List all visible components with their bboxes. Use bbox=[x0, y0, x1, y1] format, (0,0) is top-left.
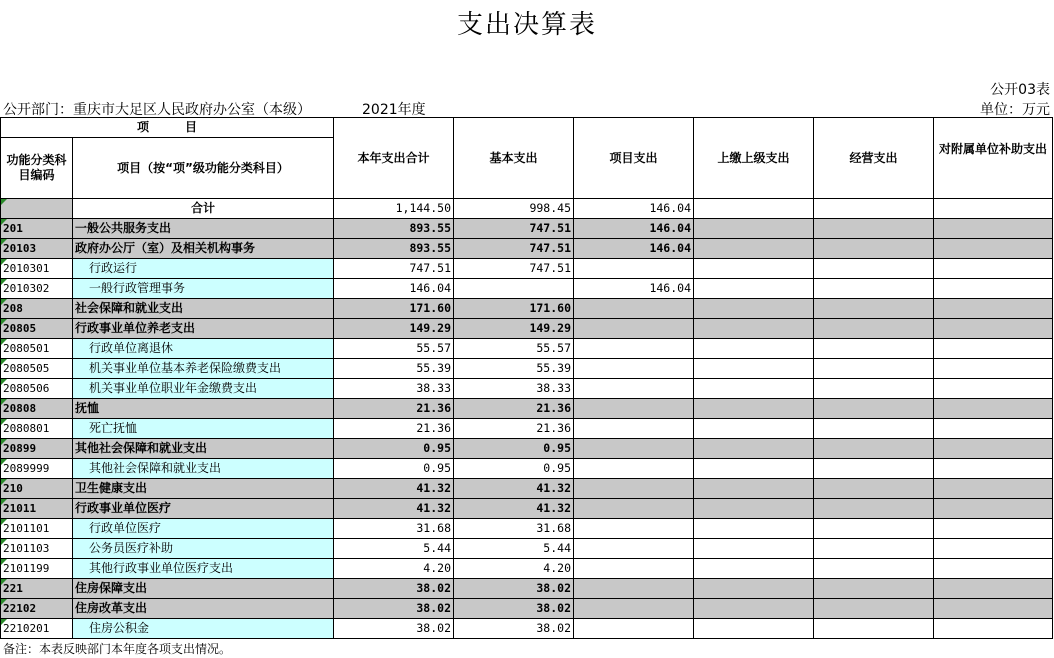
row-total: 0.95 bbox=[334, 459, 454, 479]
row-code: 20103 bbox=[1, 239, 73, 259]
row-project: 146.04 bbox=[574, 279, 694, 299]
row-business bbox=[814, 519, 934, 539]
row-name: 行政单位医疗 bbox=[73, 519, 334, 539]
row-total: 41.32 bbox=[334, 479, 454, 499]
row-project bbox=[574, 419, 694, 439]
row-code: 20808 bbox=[1, 399, 73, 419]
row-project bbox=[574, 619, 694, 639]
row-business bbox=[814, 259, 934, 279]
row-code: 2101199 bbox=[1, 559, 73, 579]
row-business bbox=[814, 359, 934, 379]
row-basic: 747.51 bbox=[454, 239, 574, 259]
row-total: 38.02 bbox=[334, 599, 454, 619]
total-basic: 998.45 bbox=[454, 199, 574, 219]
table-row bbox=[1, 559, 1053, 579]
header-name: 项目（按“项”级功能分类科目） bbox=[73, 138, 334, 199]
total-row bbox=[1, 199, 1053, 219]
row-basic: 41.32 bbox=[454, 479, 574, 499]
row-code: 22102 bbox=[1, 599, 73, 619]
row-upper bbox=[694, 239, 814, 259]
row-basic: 747.51 bbox=[454, 219, 574, 239]
row-upper bbox=[694, 339, 814, 359]
row-code: 20899 bbox=[1, 439, 73, 459]
row-basic: 21.36 bbox=[454, 399, 574, 419]
row-code: 201 bbox=[1, 219, 73, 239]
row-project bbox=[574, 319, 694, 339]
row-total: 31.68 bbox=[334, 519, 454, 539]
report-title: 支出决算表 bbox=[456, 10, 597, 40]
row-total: 55.57 bbox=[334, 339, 454, 359]
row-code: 210 bbox=[1, 479, 73, 499]
row-upper bbox=[694, 439, 814, 459]
row-subsidy bbox=[934, 399, 1053, 419]
row-code: 2010302 bbox=[1, 279, 73, 299]
row-project: 146.04 bbox=[574, 239, 694, 259]
row-upper bbox=[694, 619, 814, 639]
row-business bbox=[814, 279, 934, 299]
table-row bbox=[1, 459, 1053, 479]
row-basic: 38.02 bbox=[454, 579, 574, 599]
row-total: 38.02 bbox=[334, 579, 454, 599]
row-project bbox=[574, 439, 694, 459]
row-name: 社会保障和就业支出 bbox=[73, 299, 334, 319]
row-business bbox=[814, 419, 934, 439]
row-upper bbox=[694, 259, 814, 279]
row-business bbox=[814, 579, 934, 599]
row-total: 21.36 bbox=[334, 399, 454, 419]
row-upper bbox=[694, 519, 814, 539]
row-code: 20805 bbox=[1, 319, 73, 339]
row-upper bbox=[694, 499, 814, 519]
row-basic: 55.39 bbox=[454, 359, 574, 379]
table-row bbox=[1, 539, 1053, 559]
row-basic: 31.68 bbox=[454, 519, 574, 539]
row-name: 行政单位离退休 bbox=[73, 339, 334, 359]
fiscal-year: 2021年度 bbox=[362, 102, 426, 118]
row-upper bbox=[694, 599, 814, 619]
row-total: 38.02 bbox=[334, 619, 454, 639]
row-project bbox=[574, 499, 694, 519]
row-business bbox=[814, 299, 934, 319]
row-business bbox=[814, 219, 934, 239]
row-upper bbox=[694, 319, 814, 339]
row-business bbox=[814, 479, 934, 499]
row-business bbox=[814, 499, 934, 519]
department-label: 公开部门：重庆市大足区人民政府办公室（本级） bbox=[3, 102, 311, 118]
total-amount: 1,144.50 bbox=[334, 199, 454, 219]
table-row bbox=[1, 339, 1053, 359]
table-row bbox=[1, 379, 1053, 399]
table-row bbox=[1, 419, 1053, 439]
row-business bbox=[814, 459, 934, 479]
table-row bbox=[1, 399, 1053, 419]
total-label: 合计 bbox=[73, 199, 334, 219]
unit-label: 单位：万元 bbox=[980, 102, 1050, 118]
row-name: 公务员医疗补助 bbox=[73, 539, 334, 559]
row-basic: 38.02 bbox=[454, 599, 574, 619]
row-total: 146.04 bbox=[334, 279, 454, 299]
row-basic: 171.60 bbox=[454, 299, 574, 319]
row-project bbox=[574, 539, 694, 559]
row-project bbox=[574, 259, 694, 279]
row-project bbox=[574, 359, 694, 379]
table-row bbox=[1, 599, 1053, 619]
row-project bbox=[574, 379, 694, 399]
table-row bbox=[1, 239, 1053, 259]
row-code: 2010301 bbox=[1, 259, 73, 279]
row-basic: 41.32 bbox=[454, 499, 574, 519]
row-total: 171.60 bbox=[334, 299, 454, 319]
row-basic: 38.33 bbox=[454, 379, 574, 399]
table-row bbox=[1, 219, 1053, 239]
row-basic: 4.20 bbox=[454, 559, 574, 579]
header-code: 功能分类科目编码 bbox=[1, 138, 73, 199]
row-upper bbox=[694, 359, 814, 379]
row-subsidy bbox=[934, 319, 1053, 339]
table-row bbox=[1, 319, 1053, 339]
row-upper bbox=[694, 279, 814, 299]
row-business bbox=[814, 439, 934, 459]
row-total: 893.55 bbox=[334, 239, 454, 259]
table-row bbox=[1, 499, 1053, 519]
row-subsidy bbox=[934, 559, 1053, 579]
row-basic: 149.29 bbox=[454, 319, 574, 339]
row-subsidy bbox=[934, 379, 1053, 399]
table-row bbox=[1, 479, 1053, 499]
row-upper bbox=[694, 479, 814, 499]
row-basic: 747.51 bbox=[454, 259, 574, 279]
row-subsidy bbox=[934, 219, 1053, 239]
row-upper bbox=[694, 379, 814, 399]
row-project bbox=[574, 519, 694, 539]
row-project bbox=[574, 459, 694, 479]
row-total: 893.55 bbox=[334, 219, 454, 239]
row-code: 2101103 bbox=[1, 539, 73, 559]
row-code: 2080506 bbox=[1, 379, 73, 399]
row-name: 死亡抚恤 bbox=[73, 419, 334, 439]
row-basic: 0.95 bbox=[454, 459, 574, 479]
row-project bbox=[574, 479, 694, 499]
row-code: 2080801 bbox=[1, 419, 73, 439]
row-subsidy bbox=[934, 259, 1053, 279]
row-code: 21011 bbox=[1, 499, 73, 519]
row-project bbox=[574, 559, 694, 579]
row-subsidy bbox=[934, 579, 1053, 599]
row-project bbox=[574, 339, 694, 359]
row-basic: 5.44 bbox=[454, 539, 574, 559]
row-subsidy bbox=[934, 239, 1053, 259]
table-row bbox=[1, 619, 1053, 639]
row-code: 2210201 bbox=[1, 619, 73, 639]
row-code: 2080501 bbox=[1, 339, 73, 359]
header-item-group: 项 目 bbox=[1, 118, 334, 138]
table-row bbox=[1, 579, 1053, 599]
row-code: 2101101 bbox=[1, 519, 73, 539]
row-name: 其他社会保障和就业支出 bbox=[73, 459, 334, 479]
row-total: 0.95 bbox=[334, 439, 454, 459]
table-row bbox=[1, 259, 1053, 279]
row-name: 行政事业单位养老支出 bbox=[73, 319, 334, 339]
row-name: 一般行政管理事务 bbox=[73, 279, 334, 299]
row-business bbox=[814, 619, 934, 639]
header-basic: 基本支出 bbox=[454, 118, 574, 199]
row-business bbox=[814, 539, 934, 559]
table-row bbox=[1, 279, 1053, 299]
row-total: 55.39 bbox=[334, 359, 454, 379]
header-business: 经营支出 bbox=[814, 118, 934, 199]
row-upper bbox=[694, 299, 814, 319]
row-subsidy bbox=[934, 599, 1053, 619]
row-upper bbox=[694, 419, 814, 439]
header-upper: 上缴上级支出 bbox=[694, 118, 814, 199]
row-basic bbox=[454, 279, 574, 299]
row-business bbox=[814, 339, 934, 359]
row-total: 149.29 bbox=[334, 319, 454, 339]
row-subsidy bbox=[934, 519, 1053, 539]
form-number: 公开03表 bbox=[990, 82, 1050, 98]
row-name: 其他行政事业单位医疗支出 bbox=[73, 559, 334, 579]
row-upper bbox=[694, 539, 814, 559]
row-name: 行政事业单位医疗 bbox=[73, 499, 334, 519]
row-subsidy bbox=[934, 339, 1053, 359]
row-business bbox=[814, 599, 934, 619]
row-project: 146.04 bbox=[574, 219, 694, 239]
footnote: 备注：本表反映部门本年度各项支出情况。 bbox=[3, 642, 232, 656]
row-subsidy bbox=[934, 499, 1053, 519]
row-subsidy bbox=[934, 479, 1053, 499]
row-business bbox=[814, 319, 934, 339]
row-project bbox=[574, 299, 694, 319]
row-project bbox=[574, 579, 694, 599]
row-upper bbox=[694, 459, 814, 479]
row-basic: 0.95 bbox=[454, 439, 574, 459]
row-name: 住房保障支出 bbox=[73, 579, 334, 599]
row-subsidy bbox=[934, 299, 1053, 319]
row-code: 2080505 bbox=[1, 359, 73, 379]
row-name: 政府办公厅（室）及相关机构事务 bbox=[73, 239, 334, 259]
table-row bbox=[1, 439, 1053, 459]
row-project bbox=[574, 399, 694, 419]
row-upper bbox=[694, 559, 814, 579]
row-business bbox=[814, 239, 934, 259]
expenditure-table bbox=[0, 117, 1053, 639]
row-subsidy bbox=[934, 359, 1053, 379]
row-subsidy bbox=[934, 279, 1053, 299]
row-name: 行政运行 bbox=[73, 259, 334, 279]
row-name: 机关事业单位基本养老保险缴费支出 bbox=[73, 359, 334, 379]
row-name: 住房改革支出 bbox=[73, 599, 334, 619]
row-total: 41.32 bbox=[334, 499, 454, 519]
row-subsidy bbox=[934, 419, 1053, 439]
row-subsidy bbox=[934, 439, 1053, 459]
row-name: 其他社会保障和就业支出 bbox=[73, 439, 334, 459]
total-upper bbox=[694, 199, 814, 219]
header-project: 项目支出 bbox=[574, 118, 694, 199]
row-project bbox=[574, 599, 694, 619]
row-basic: 38.02 bbox=[454, 619, 574, 639]
row-upper bbox=[694, 399, 814, 419]
row-business bbox=[814, 399, 934, 419]
row-name: 卫生健康支出 bbox=[73, 479, 334, 499]
row-subsidy bbox=[934, 619, 1053, 639]
row-code: 208 bbox=[1, 299, 73, 319]
row-name: 机关事业单位职业年金缴费支出 bbox=[73, 379, 334, 399]
header-total: 本年支出合计 bbox=[334, 118, 454, 199]
row-business bbox=[814, 559, 934, 579]
row-total: 747.51 bbox=[334, 259, 454, 279]
row-business bbox=[814, 379, 934, 399]
row-total: 38.33 bbox=[334, 379, 454, 399]
row-code: 221 bbox=[1, 579, 73, 599]
row-upper bbox=[694, 579, 814, 599]
row-basic: 21.36 bbox=[454, 419, 574, 439]
total-code-cell bbox=[1, 199, 73, 219]
row-name: 住房公积金 bbox=[73, 619, 334, 639]
table-row bbox=[1, 519, 1053, 539]
row-basic: 55.57 bbox=[454, 339, 574, 359]
table-row bbox=[1, 359, 1053, 379]
header-subsidy: 对附属单位补助支出 bbox=[934, 118, 1053, 199]
row-name: 抚恤 bbox=[73, 399, 334, 419]
total-project: 146.04 bbox=[574, 199, 694, 219]
row-subsidy bbox=[934, 539, 1053, 559]
row-total: 4.20 bbox=[334, 559, 454, 579]
total-business bbox=[814, 199, 934, 219]
row-subsidy bbox=[934, 459, 1053, 479]
row-name: 一般公共服务支出 bbox=[73, 219, 334, 239]
row-total: 5.44 bbox=[334, 539, 454, 559]
row-total: 21.36 bbox=[334, 419, 454, 439]
row-upper bbox=[694, 219, 814, 239]
row-code: 2089999 bbox=[1, 459, 73, 479]
table-row bbox=[1, 299, 1053, 319]
total-subsidy bbox=[934, 199, 1053, 219]
